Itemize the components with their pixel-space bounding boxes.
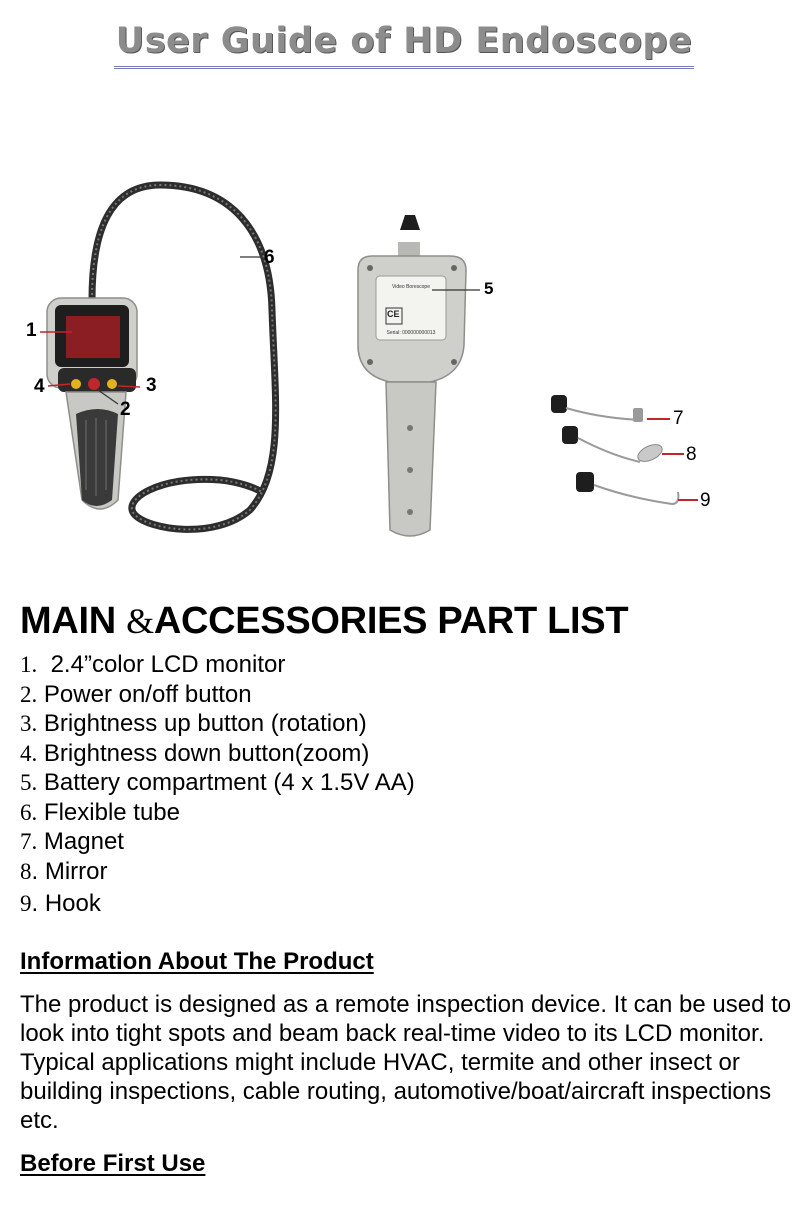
list-item-number: 6. <box>20 799 38 825</box>
list-item-number: 1. <box>20 652 38 677</box>
list-item-number: 8 <box>20 858 32 884</box>
list-item-number: 7. <box>20 829 38 854</box>
panel-label-serial: Serial: 000000000013 <box>386 330 436 336</box>
callout-6: 6 <box>264 247 275 268</box>
part-list-heading-rest: ACCESSORIES PART LIST <box>153 600 629 642</box>
lcd-screen <box>66 316 120 358</box>
panel-label-top: Video Borescope <box>392 284 430 290</box>
callout-5: 5 <box>484 279 494 298</box>
list-item <box>20 889 415 919</box>
list-item-text: . Mirror <box>31 857 108 885</box>
list-item <box>20 857 415 887</box>
callout-3: 3 <box>146 375 157 396</box>
callout-7: 7 <box>673 408 684 429</box>
list-item-text: Brightness up button (rotation) <box>37 710 367 737</box>
list-item-text: Flexible tube <box>37 798 180 826</box>
callout-2: 2 <box>120 399 131 420</box>
list-item <box>20 739 415 769</box>
before-first-use-heading: Before First Use <box>20 1150 206 1177</box>
list-item-text: Battery compartment (4 x 1.5V AA) <box>37 769 415 796</box>
list-item <box>20 680 415 710</box>
part-list-heading-main: MAIN <box>20 600 127 642</box>
panel-label-ce: CE <box>387 309 400 319</box>
list-item <box>20 827 415 857</box>
info-paragraph: The product is designed as a remote inspection device. It can be used to look into tight spots and beam back real-time video to its LCD monitor. Typical applications might include HVAC, termite and other insect or building inspections, cable routing, automotive/boat/aircraft inspections etc. <box>20 991 792 1134</box>
list-item-number: 4. <box>20 740 38 766</box>
list-item-number: 3. <box>20 711 38 736</box>
list-item-number: 9 <box>20 891 32 916</box>
power-button <box>88 378 100 390</box>
list-item <box>20 798 415 828</box>
part-list <box>20 650 415 919</box>
rear-unit <box>358 215 466 536</box>
list-item-text: Power on/off button <box>37 680 252 708</box>
list-item-text: 2.4”color LCD monitor <box>37 651 286 678</box>
document-title-text: User Guide of HD Endoscope <box>114 18 694 69</box>
list-item-text: . Hook <box>31 890 101 917</box>
callout-1: 1 <box>26 320 37 341</box>
list-item-text: Brightness down button(zoom) <box>37 739 370 767</box>
brightness-down-button <box>71 379 81 389</box>
part-list-heading <box>20 600 628 643</box>
callout-9: 9 <box>700 490 711 511</box>
magnet-accessory <box>551 395 643 422</box>
list-item <box>20 650 415 680</box>
brightness-up-button <box>107 379 117 389</box>
document-title <box>0 18 808 69</box>
list-item <box>20 768 415 798</box>
hook-accessory <box>576 472 678 504</box>
callout-4: 4 <box>34 376 45 397</box>
list-item <box>20 709 415 739</box>
product-illustration <box>0 170 808 550</box>
product-figure <box>0 170 808 550</box>
list-item-number: 5. <box>20 770 38 795</box>
mirror-accessory <box>562 426 665 465</box>
callout-8: 8 <box>686 444 697 465</box>
info-heading: Information About The Product <box>20 948 374 975</box>
list-item-number: 2. <box>20 681 38 707</box>
list-item-text: Magnet <box>37 828 124 855</box>
part-list-heading-amp: & <box>126 601 154 641</box>
